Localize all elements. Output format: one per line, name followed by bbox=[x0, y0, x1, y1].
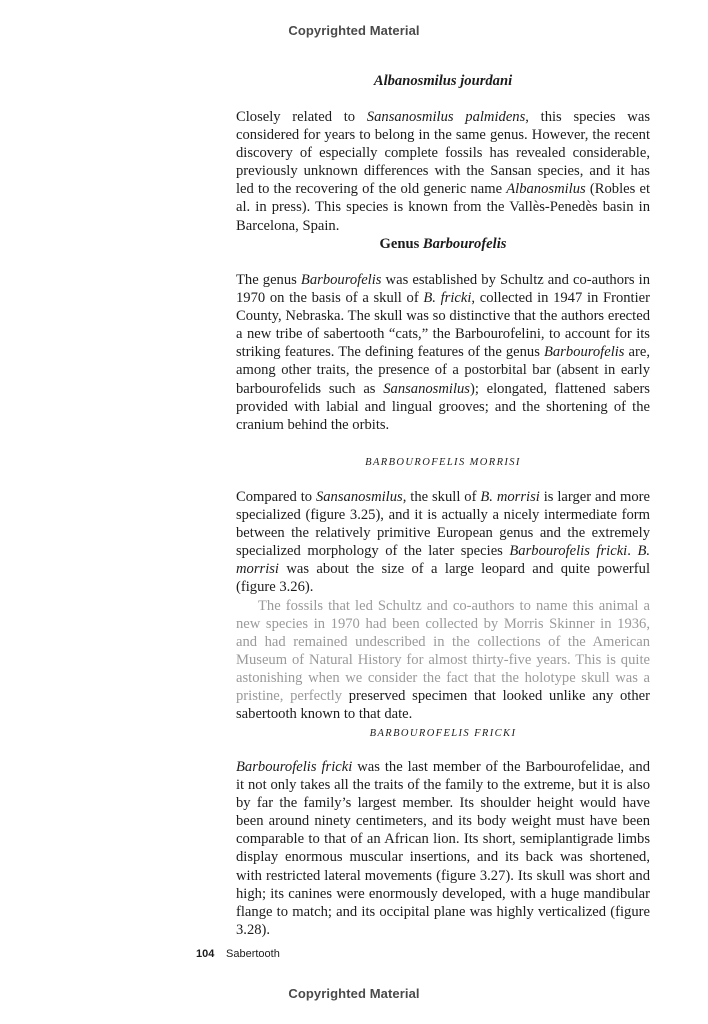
section-genus-barbourofelis bbox=[236, 271, 650, 434]
text-run: ); elongated, flattened sabers provided with labial and lingual grooves; and the shortening of the cranium behind the orbits. bbox=[236, 380, 650, 433]
text-run: preserved specimen that looked unlike any other sabertooth known to that date. bbox=[236, 688, 650, 723]
section-barbourofelis-morrisi bbox=[236, 488, 650, 723]
heading-barbourofelis-fricki: BARBOUROFELIS FRICKI bbox=[369, 728, 517, 739]
page-number: 104 bbox=[196, 948, 215, 960]
copyright-banner-top: Copyrighted Material bbox=[288, 23, 420, 38]
text-run: . bbox=[627, 543, 638, 560]
text-run: was about the size of a large leopard and quite powerful (figure 3.26). bbox=[236, 561, 650, 596]
italic-term: Sansanosmilus bbox=[383, 380, 470, 397]
heading-albanosmilus-jourdani: Albanosmilus jourdani bbox=[373, 73, 513, 89]
text-run: are, among other traits, the presence of a postorbital bar (absent in early barbourofelids such as bbox=[236, 344, 650, 397]
italic-term: B. fricki bbox=[423, 290, 472, 307]
paragraph-albanosmilus bbox=[236, 108, 650, 235]
italic-term: Barbourofelis bbox=[300, 272, 382, 288]
section-barbourofelis-fricki bbox=[236, 758, 650, 939]
text-run: Compared to bbox=[236, 489, 316, 505]
italic-term: Albanosmilus bbox=[506, 181, 586, 198]
paragraph-genus-barbourofelis bbox=[236, 271, 650, 434]
running-title: Sabertooth bbox=[226, 948, 280, 960]
text-run: , collected in 1947 in Frontier County, Nebraska. The skull was so distinctive that the authors erected a new tribe of sabertooth “cats,” the Barbourofelini, to account for its striking features. The defining features of the genus bbox=[236, 290, 650, 361]
italic-term: B. morrisi bbox=[236, 543, 651, 578]
section-albanosmilus bbox=[236, 108, 650, 235]
text-run: , the skull of bbox=[402, 489, 481, 505]
italic-term: Sansanosmilus palmidens bbox=[366, 109, 526, 125]
copyright-banner-bottom: Copyrighted Material bbox=[288, 986, 420, 1001]
paragraph-fricki bbox=[236, 758, 650, 939]
text-run: , this species was considered for years to belong in the same genus. However, the recent discovery of especially complete fossils has revealed considerable, previously unknown differences with the Sansan species, and it has led to the recovering of the old generic name bbox=[236, 109, 650, 198]
italic-term: Barbourofelis fricki bbox=[236, 759, 353, 775]
heading-genus-barbourofelis bbox=[236, 236, 650, 253]
text-run: was established by Schultz and co-authors in 1970 on the basis of a skull of bbox=[236, 272, 650, 307]
text-run: is larger and more specialized (figure 3.25), and it is actually a nicely intermediate form between the relatively primitive European genus and the extremely specialized morphology of the later species bbox=[236, 489, 650, 560]
text-run: The genus bbox=[236, 272, 301, 288]
text-run: Closely related to bbox=[236, 109, 367, 125]
italic-term: Barbourofelis bbox=[543, 344, 625, 361]
italic-term: Sansanosmilus bbox=[315, 489, 403, 505]
heading-barbourofelis-morrisi: BARBOUROFELIS MORRISI bbox=[365, 457, 521, 468]
faded-text-run: The fossils that led Schultz and co-authors to name this animal a new species in 1970 had been collected by Morris Skinner in 1936, and had remained undescribed in the collections of the American Museum of Natural History for almost thirty-five years. This is quite astonishing when we consider the fact that the holotype skull was a pristine, perfectly bbox=[236, 597, 650, 705]
text-run: (Robles et al. in press). This species is known from the Vallès-Penedès basin in Barcelona, Spain. bbox=[236, 181, 650, 234]
italic-term: B. morrisi bbox=[480, 489, 540, 505]
text-run: was the last member of the Barbourofelidae, and it not only takes all the traits of the family to the extreme, but it is also by far the family’s largest member. Its shoulder height would have been around ninety centimeters, and its body weight must have been comparable to that of an African lion. Its short, semiplantigrade limbs display enormous muscular insertions, and its back was shortened, with restricted lateral movements (figure 3.27). Its skull was short and high; its canines were enormously developed, with a huge mandibular flange to match; and its occipital plane was highly verticalized (figure 3.28). bbox=[236, 759, 650, 938]
paragraph-morrisi-1 bbox=[236, 488, 650, 597]
heading-genus-name: Barbourofelis bbox=[422, 236, 507, 252]
italic-term: Barbourofelis fricki bbox=[509, 543, 628, 560]
heading-genus-label: Genus bbox=[379, 236, 423, 252]
paragraph-morrisi-2 bbox=[236, 597, 650, 724]
